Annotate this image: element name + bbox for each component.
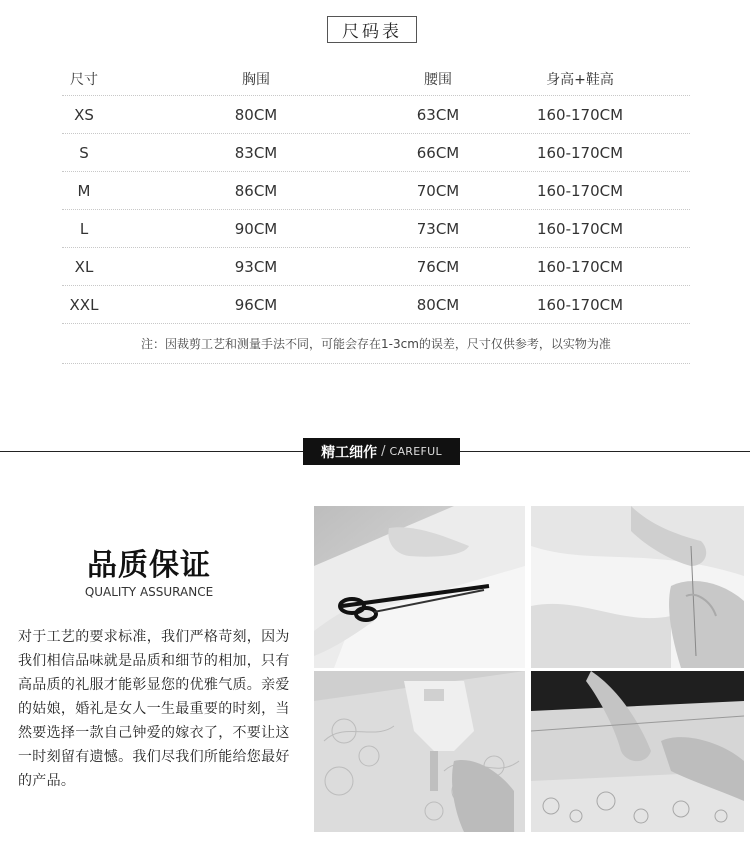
cell-bust: 83CM [234, 143, 278, 162]
careful-banner [303, 438, 460, 465]
size-table [62, 62, 690, 364]
cell-waist: 76CM [416, 257, 460, 276]
cell-waist: 63CM [416, 105, 460, 124]
header-waist: 腰围 [424, 71, 452, 88]
scissors-cutting-fabric-photo [314, 506, 525, 668]
cell-size: XL [74, 257, 94, 276]
quality-paragraph: 对于工艺的要求标准，我们严格苛刻，因为我们相信品味就是品质和细节的相加，只有高品质的礼服才能彰显您的优雅气质。亲爱的姑娘，婚礼是女人一生最重要的时刻，当然要选择一款自己钟爱的嫁衣了，不要让这一时刻留有遗憾。我们尽我们所能给您最好的产品。 [18, 629, 290, 789]
cell-size: S [79, 143, 89, 162]
cell-height: 160-170CM [536, 181, 624, 200]
careful-cn: 精工细作 [321, 444, 378, 461]
cell-waist: 70CM [416, 181, 460, 200]
size-table-body [62, 96, 690, 324]
header-bust: 胸围 [242, 71, 270, 88]
cell-height: 160-170CM [536, 105, 624, 124]
careful-en: CAREFUL [389, 445, 442, 458]
hand-sewing-thread-photo [531, 506, 744, 668]
table-row [62, 134, 690, 172]
careful-separator: / [381, 444, 386, 459]
cell-height: 160-170CM [536, 295, 624, 314]
hand-beading-lace-photo [531, 671, 744, 832]
cell-waist: 80CM [416, 295, 460, 314]
table-row [62, 286, 690, 324]
cell-size: XS [74, 105, 94, 124]
cell-height: 160-170CM [536, 257, 624, 276]
quality-subtitle: QUALITY ASSURANCE [84, 585, 214, 599]
table-row [62, 172, 690, 210]
cell-height: 160-170CM [536, 143, 624, 162]
cell-size: L [79, 219, 89, 238]
cell-bust: 86CM [234, 181, 278, 200]
cell-size: M [77, 181, 91, 200]
quality-title: 品质保证 [87, 548, 211, 583]
cell-bust: 96CM [234, 295, 278, 314]
cell-waist: 73CM [416, 219, 460, 238]
header-height: 身高+鞋高 [546, 71, 614, 88]
header-size: 尺寸 [70, 71, 98, 88]
cell-bust: 80CM [234, 105, 278, 124]
table-row [62, 210, 690, 248]
size-chart-title: 尺码表 [327, 16, 417, 43]
table-row [62, 96, 690, 134]
sewing-machine-lace-photo [314, 671, 525, 832]
table-row [62, 248, 690, 286]
size-table-header [62, 62, 690, 96]
cell-bust: 90CM [234, 219, 278, 238]
cell-size: XXL [69, 295, 99, 314]
cell-waist: 66CM [416, 143, 460, 162]
cell-height: 160-170CM [536, 219, 624, 238]
size-note: 注：因裁剪工艺和测量手法不同，可能会存在1-3cm的误差，尺寸仅供参考，以实物为准 [62, 324, 690, 364]
cell-bust: 93CM [234, 257, 278, 276]
